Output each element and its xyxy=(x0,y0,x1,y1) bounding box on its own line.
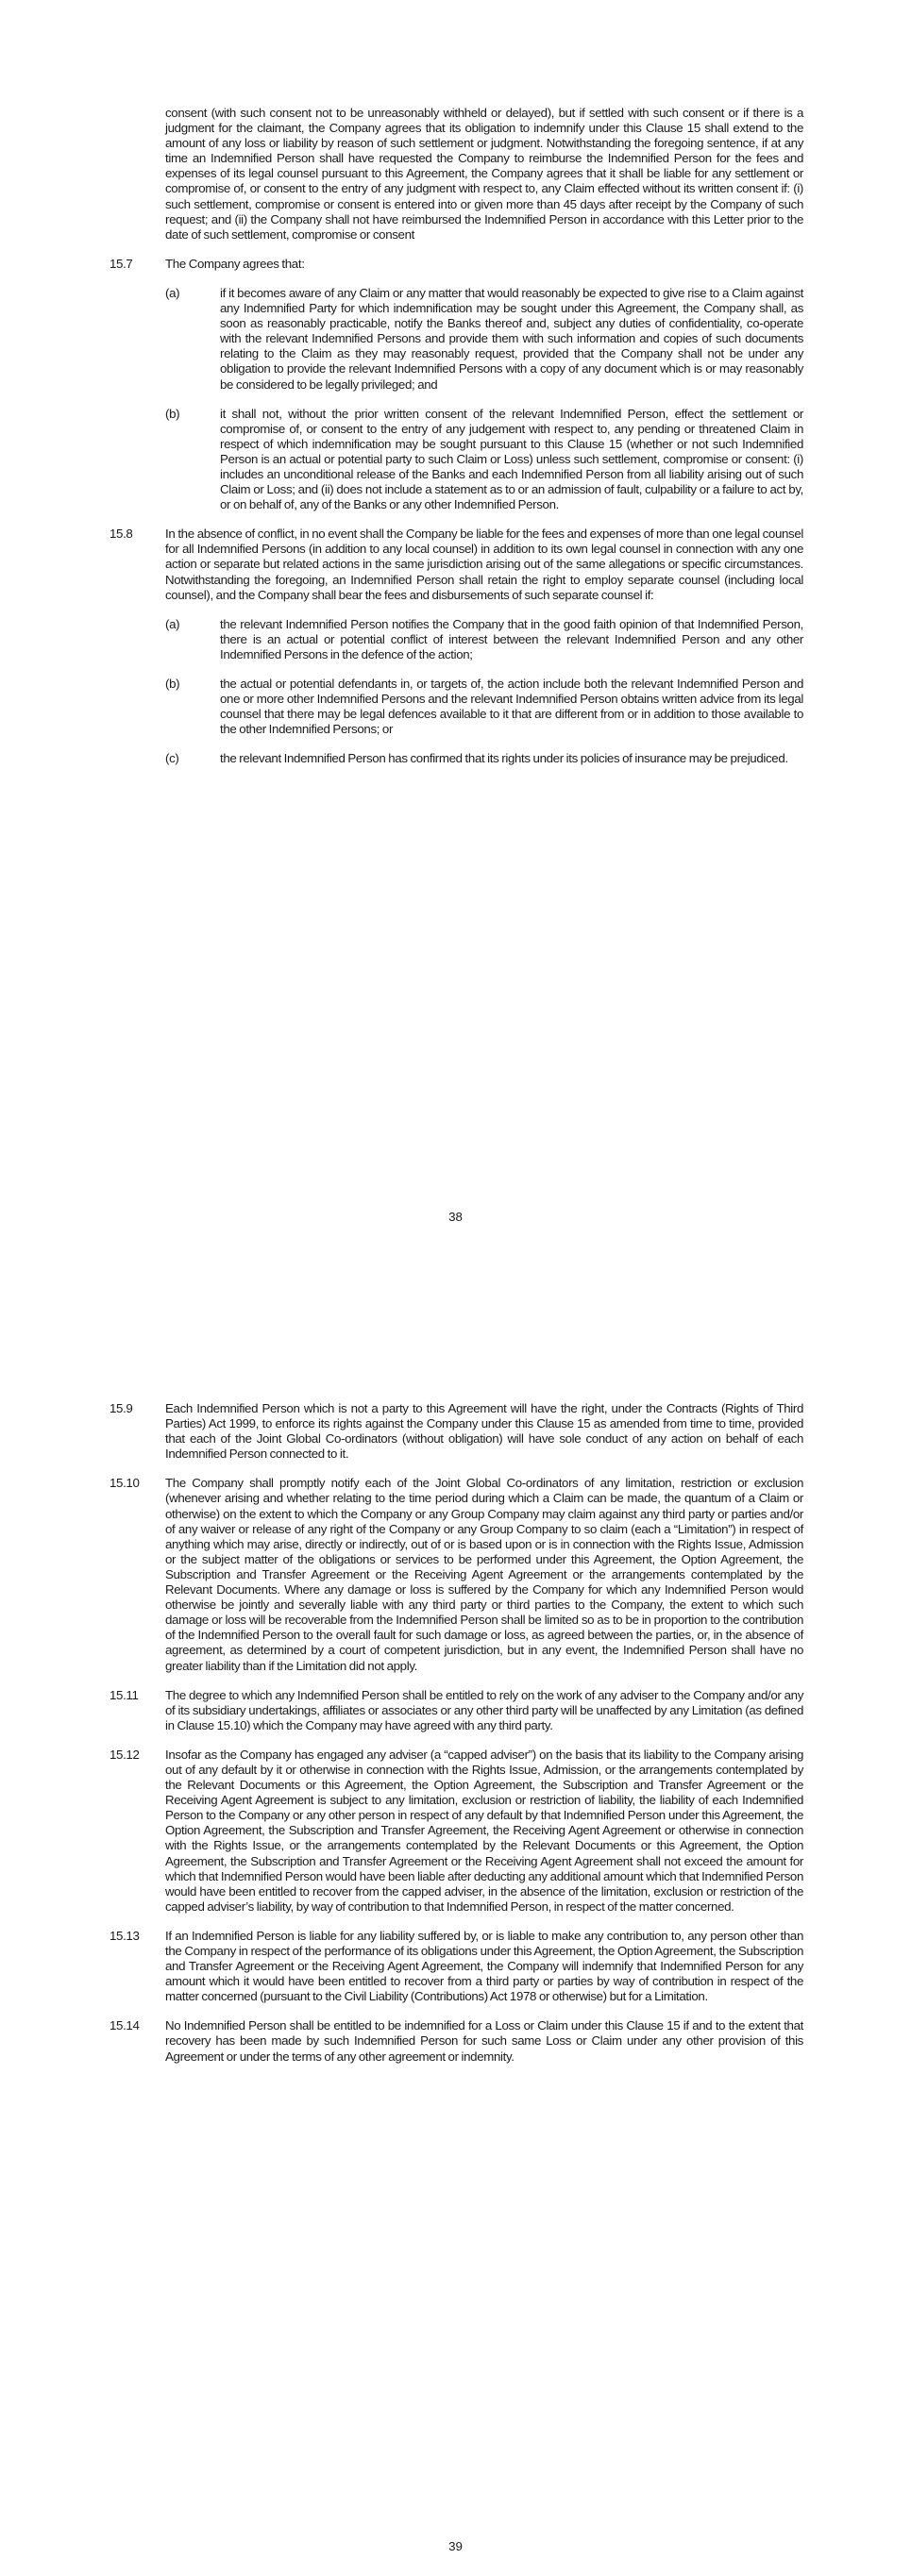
subclause-label: (b) xyxy=(165,677,180,691)
subclause-text: it shall not, without the prior written consent of the relevant Indemnified Person, effect the settlement or compromise of, or consent to the entry of any judgement with respect to, any pending or threatened Claim in respect of which indemnification may be sought pursuant to this Clause 15 (whether or not such Indemnified Person is an actual or potential party to such Claim or Loss) unless such settlement, compromise or consent: (i) includes an unconditional release of the Banks and each Indemnified Person from all liability arising out of such Claim or Loss; and (ii) does not include a statement as to or an admission of fault, culpability or a failure to act by, or on behalf of, any of the Banks or any other Indemnified Person. xyxy=(220,406,803,512)
clause-15-11 xyxy=(0,1688,911,1733)
page-38 xyxy=(0,106,911,780)
clause-15-7 xyxy=(0,257,911,272)
page-39 xyxy=(0,1401,911,2079)
clause-number: 15.14 xyxy=(110,2018,140,2033)
clause-number: 15.7 xyxy=(110,256,133,271)
subclause-label: (c) xyxy=(165,751,179,766)
page-number: 38 xyxy=(448,1210,463,1224)
subclause-text: if it becomes aware of any Claim or any matter that would reasonably be expected to give rise to a Claim against any Indemnified Party for which indemnification may be sought under this Agreement, the Company shall, as soon as reasonably practicable, notify the Banks thereof and, subject any duties of confidentiality, co-operate with the relevant Indemnified Persons and provide them with such information and copies of such documents relating to the Claim as they may reasonably request, provided that the Company shall not be under any obligation to provide the relevant Indemnified Persons with a copy of any document which is or may reasonably be considered to be legally privileged; and xyxy=(220,285,803,392)
clause-number: 15.10 xyxy=(110,1476,140,1491)
clause-number: 15.12 xyxy=(110,1747,140,1762)
clause-text: The Company agrees that: xyxy=(165,256,305,271)
clause-text: In the absence of conflict, in no event shall the Company be liable for the fees and expenses of more than one legal counsel for all Indemnified Persons (in addition to any local counsel) in addition to its own legal counsel in connection with any one action or separate but related actions in the same jurisdiction arising out of the same allegations or specific circumstances. Notwithstanding the foregoing, an Indemnified Person shall retain the right to employ separate counsel (including local counsel), and the Company shall bear the fees and disbursements of such separate counsel if: xyxy=(165,527,803,602)
clause-15-8-b xyxy=(0,677,911,737)
subclause-text: the relevant Indemnified Person has confirmed that its rights under its policies of insurance may be prejudiced. xyxy=(220,751,788,766)
subclause-label: (a) xyxy=(165,285,180,300)
clause-15-10 xyxy=(0,1476,911,1673)
page-number: 39 xyxy=(448,2539,463,2553)
subclause-label: (b) xyxy=(165,406,180,421)
clause-number: 15.9 xyxy=(110,1401,133,1415)
clause-text: The Company shall promptly notify each of the Joint Global Co-ordinators of any limitation, restriction or exclusion (whenever arising and whether relating to the time period during which a Claim can be made, the quantum of a Claim or otherwise) on the extent to which the Company or any Group Company may claim against any third party or parties and/or of any waiver or release of any right of the Company or any Group Company to so claim (each a “Limitation”) in respect of anything which may arise, directly or indirectly, out of or is based upon or is in connection with the Rights Issue, Admission or the subject matter of the obligations or services to be performed under this Agreement, the Option Agreement, the Subscription and Transfer Agreement or the Receiving Agent Agreement or the arrangements contemplated by the Relevant Documents. Where any damage or loss is suffered by the Company for which any Indemnified Person would otherwise be jointly and severally liable with any third party or third parties to the Company, the extent to which such damage or loss will be recoverable from the Indemnified Person shall be limited so as to be in proportion to the contribution of the Indemnified Person to the overall fault for such damage or loss, as agreed between the parties, or, in the absence of agreement, as determined by a court of competent jurisdiction, but in any event, the Indemnified Person shall have no greater liability than if the Limitation did not apply. xyxy=(165,1476,803,1673)
subclause-label: (a) xyxy=(165,616,180,631)
clause-text: The degree to which any Indemnified Person shall be entitled to rely on the work of any adviser to the Company and/or any of its subsidiary undertakings, affiliates or associates or any other third party will be unaffected by any Limitation (as defined in Clause 15.10) which the Company may have agreed with any third party. xyxy=(165,1687,803,1732)
clause-15-7-b xyxy=(0,407,911,513)
clause-number: 15.13 xyxy=(110,1928,140,1943)
clause-text: If an Indemnified Person is liable for any liability suffered by, or is liable to make any contribution to, any person other than the Company in respect of the performance of its obligations under this Agreement, the Option Agreement, the Subscription and Transfer Agreement or the Receiving Agent Agreement, the Company will indemnify that Indemnified Person for any amount which it would have been entitled to recover from a third party or parties by way of contribution in respect of the matter concerned (pursuant to the Civil Liability (Contributions) Act 1978 or otherwise) but for a Limitation. xyxy=(165,1928,803,2004)
clause-15-13 xyxy=(0,1929,911,2004)
clause-text: Each Indemnified Person which is not a party to this Agreement will have the right, under the Contracts (Rights of Third Parties) Act 1999, to enforce its rights against the Company under this Clause 15 as amended from time to time, provided that each of the Joint Global Co-ordinators (without obligation) will have sole conduct of any action on behalf of each Indemnified Person connected to it. xyxy=(165,1401,803,1462)
clause-15-8 xyxy=(0,527,911,602)
clause-15-12 xyxy=(0,1748,911,1915)
subclause-text: the relevant Indemnified Person notifies the Company that in the good faith opinion of that Indemnified Person, there is an actual or potential conflict of interest between the relevant Indemnified Person and any other Indemnified Persons in the defence of the action; xyxy=(220,616,803,661)
clause-15-8-c xyxy=(0,751,911,766)
clause-15-14 xyxy=(0,2018,911,2064)
clause-number: 15.11 xyxy=(110,1687,139,1702)
clause-15-6-continuation: consent (with such consent not to be unreasonably withheld or delayed), but if settled with such consent or if there is a judgment for the claimant, the Company agrees that its obligation to indemnify under this Clause 15 shall extend to the amount of any loss or liability by reason of such settlement or judgment. Notwithstanding the foregoing sentence, if at any time an Indemnified Person shall have requested the Company to reimburse the Indemnified Person for the fees and expenses of its legal counsel pursuant to this Agreement, the Company agrees that it shall be liable for any settlement or compromise of, or consent to the entry of any judgment with respect to, any Claim effected without its written consent if: (i) such settlement, compromise or consent is entered into or given more than 45 days after receipt by the Company of such request; and (ii) the Company shall not have reimbursed the Indemnified Person in accordance with this Letter prior to the date of such settlement, compromise or consent xyxy=(165,106,803,242)
clause-15-9 xyxy=(0,1401,911,1462)
clause-number: 15.8 xyxy=(110,527,133,542)
clause-text: Insofar as the Company has engaged any adviser (a “capped adviser”) on the basis that its liability to the Company arising out of any default by it or otherwise in connection with the Rights Issue, Admission, or the arrangements contemplated by the Relevant Documents or this Agreement, the Option Agreement, the Subscription and Transfer Agreement or the Receiving Agent Agreement is subject to any limitation, exclusion or restriction of liability, the liability of each Indemnified Person to the Company or any other person in respect of any default by that Indemnified Person under this Agreement, the Option Agreement, the Subscription and Transfer Agreement, the Receiving Agent Agreement or otherwise in connection with the Rights Issue, or the arrangements contemplated by the Relevant Documents or this Agreement, the Option Agreement, the Subscription and Transfer Agreement or the Receiving Agent Agreement shall not exceed the amount for which that Indemnified Person would have been liable after deducting any additional amount which that Indemnified Person would have been entitled to recover from the capped adviser, in the absence of the limitation, exclusion or restriction of the capped adviser’s liability, by way of contribution to that Indemnified Person, in respect of the matter concerned. xyxy=(165,1747,803,1914)
clause-text: No Indemnified Person shall be entitled to be indemnified for a Loss or Claim under this Clause 15 if and to the extent that recovery has been made by such Indemnified Person for such same Loss or Claim under any other provision of this Agreement or under the terms of any other agreement or indemnity. xyxy=(165,2018,803,2064)
clause-15-8-a xyxy=(0,617,911,662)
subclause-text: the actual or potential defendants in, or targets of, the action include both the relevant Indemnified Person and one or more other Indemnified Persons and the relevant Indemnified Person obtains written advice from its legal counsel that there may be legal defences available to it that are different from or in addition to those available to the other Indemnified Persons; or xyxy=(220,677,803,737)
clause-15-7-a xyxy=(0,286,911,393)
